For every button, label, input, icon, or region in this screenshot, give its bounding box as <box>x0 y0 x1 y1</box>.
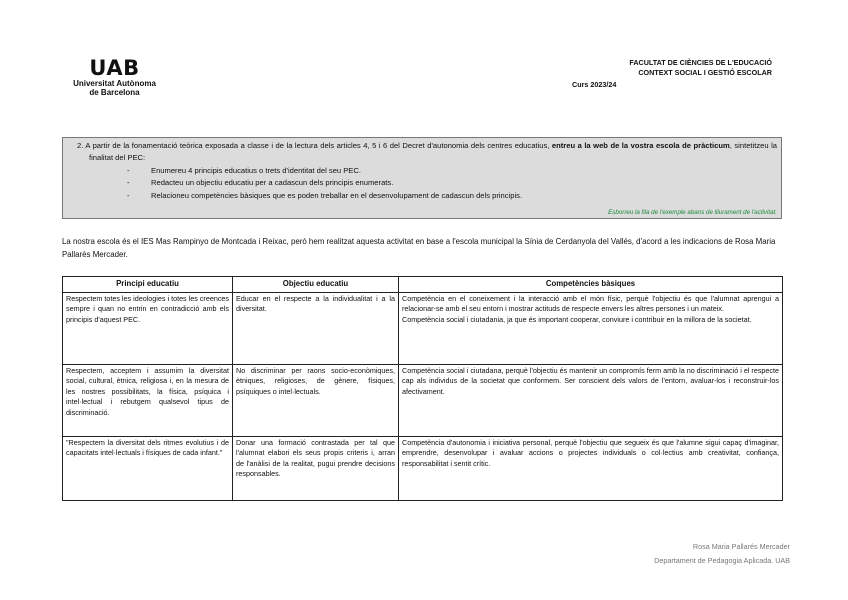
task-question-post: , sintetitzeu la finalitat del PEC: <box>89 141 777 163</box>
logo-line-2: de Barcelona <box>89 88 140 97</box>
header-competencies: Competències bàsiques <box>399 277 783 293</box>
footer-department: Departament de Pedagogia Aplicada. UAB <box>654 556 790 565</box>
intro-paragraph: La nostra escola és el IES Mas Rampinyo de Montcada i Reixac, però hem realitzat aquesta activitat en base a l'escola municipal la Sínia de Cerdanyola del Vallés, d'acord a les indicacions de Rosa Maria Pallarès Mercader. <box>62 237 776 259</box>
task-bullet: - Relacioneu competències bàsiques que es poden treballar en el desenvolupament de cadascun dels principis. <box>67 190 777 202</box>
principle-cell: Respectem totes les ideologies i totes les creences sempre i quan no entrin en contradicció amb els principis d'aquest PEC. <box>63 292 233 364</box>
document-header <box>560 58 772 89</box>
principle-cell: Respectem, acceptem i assumim la diversitat social, cultural, ètnica, religiosa i, en la mesura de les nostres possibilitats, la física, psíquica i intel·lectual i rebutgem qualsevol tipus de discriminació. <box>63 364 233 436</box>
table-row <box>63 436 783 500</box>
course-year: Curs 2023/24 <box>572 80 617 89</box>
competencies-cell: Competència social i ciutadana, perquè l'objectiu és mantenir un compromís ferm amb la no discriminació i el respecte cap als individus de la societat que conformem. Ser conscient dels valors de l'entorn, avaluar-los i reconstruir-los afectivament. <box>399 364 783 436</box>
competencies-cell: Competència d'autonomia i iniciativa personal, perquè l'objectiu que segueix és que l'alumne sigui capaç d'imaginar, emprendre, desenvolupar i avaluar accions o projectes individuals o col·lectius amb creativitat, confiança, responsabilitat i sentit crític. <box>399 436 783 500</box>
task-bullet: - Redacteu un objectiu educatiu per a cadascun dels principis enumerats. <box>67 177 777 189</box>
uab-logo <box>62 58 167 97</box>
table-row <box>63 292 783 364</box>
principle-cell: "Respectem la diversitat dels ritmes evolutius i de capacitats intel·lectuals i físiques de cada infant." <box>63 436 233 500</box>
faculty-name: FACULTAT DE CIÈNCIES DE L'EDUCACIÓ <box>629 58 772 67</box>
objective-cell: No discriminar per raons socio-econòmiques, ètniques, religioses, de gènere, físiques, psíquiques o intel·lectuals. <box>233 364 399 436</box>
pec-table <box>62 276 783 501</box>
page-footer <box>654 540 790 568</box>
footer-author: Rosa Maria Pallarés Mercader <box>692 542 790 551</box>
logo-name: UAB <box>89 56 140 80</box>
task-question-bold: entreu a la web de la vostra escola de pràcticum <box>551 141 730 150</box>
objective-cell: Educar en el respecte a la individualitat i a la diversitat. <box>233 292 399 364</box>
logo-line-1: Universitat Autònoma <box>73 79 156 88</box>
header-principle: Principi educatiu <box>63 277 233 293</box>
objective-cell: Donar una formació contrastada per tal que l'alumnat elabori els seus propis criteris i, arran de l'anàlisi de la realitat, pugui prendre decisions responsables. <box>233 436 399 500</box>
subject-name: CONTEXT SOCIAL I GESTIÓ ESCOLAR <box>638 68 772 77</box>
task-bullet: - Enumereu 4 principis educatius o trets d'identitat del seu PEC. <box>67 165 777 177</box>
competencies-cell: Competència en el coneixement i la interacció amb el món físic, perquè l'objectiu és que l'alumnat aprengui a relacionar-se amb el seu entorn i mostrar actituds de respecte envers les altres persones i un mateix. Competència social i ciutadania, ja que és important cooperar, conviure i contribuir en la millora de la societat. <box>399 292 783 364</box>
task-question <box>67 140 777 165</box>
task-question-pre: 2. A partir de la fonamentació teòrica exposada a classe i de la lectura dels articles 4, 5 i 6 del Decret d'autonomia dels centres educatius, <box>77 141 552 150</box>
task-box <box>62 137 782 219</box>
task-note: Esborreu la fila de l'exemple abans de lliurament de l'activitat. <box>608 209 777 216</box>
table-row <box>63 364 783 436</box>
table-header-row <box>63 277 783 293</box>
header-objective: Objectiu educatiu <box>233 277 399 293</box>
